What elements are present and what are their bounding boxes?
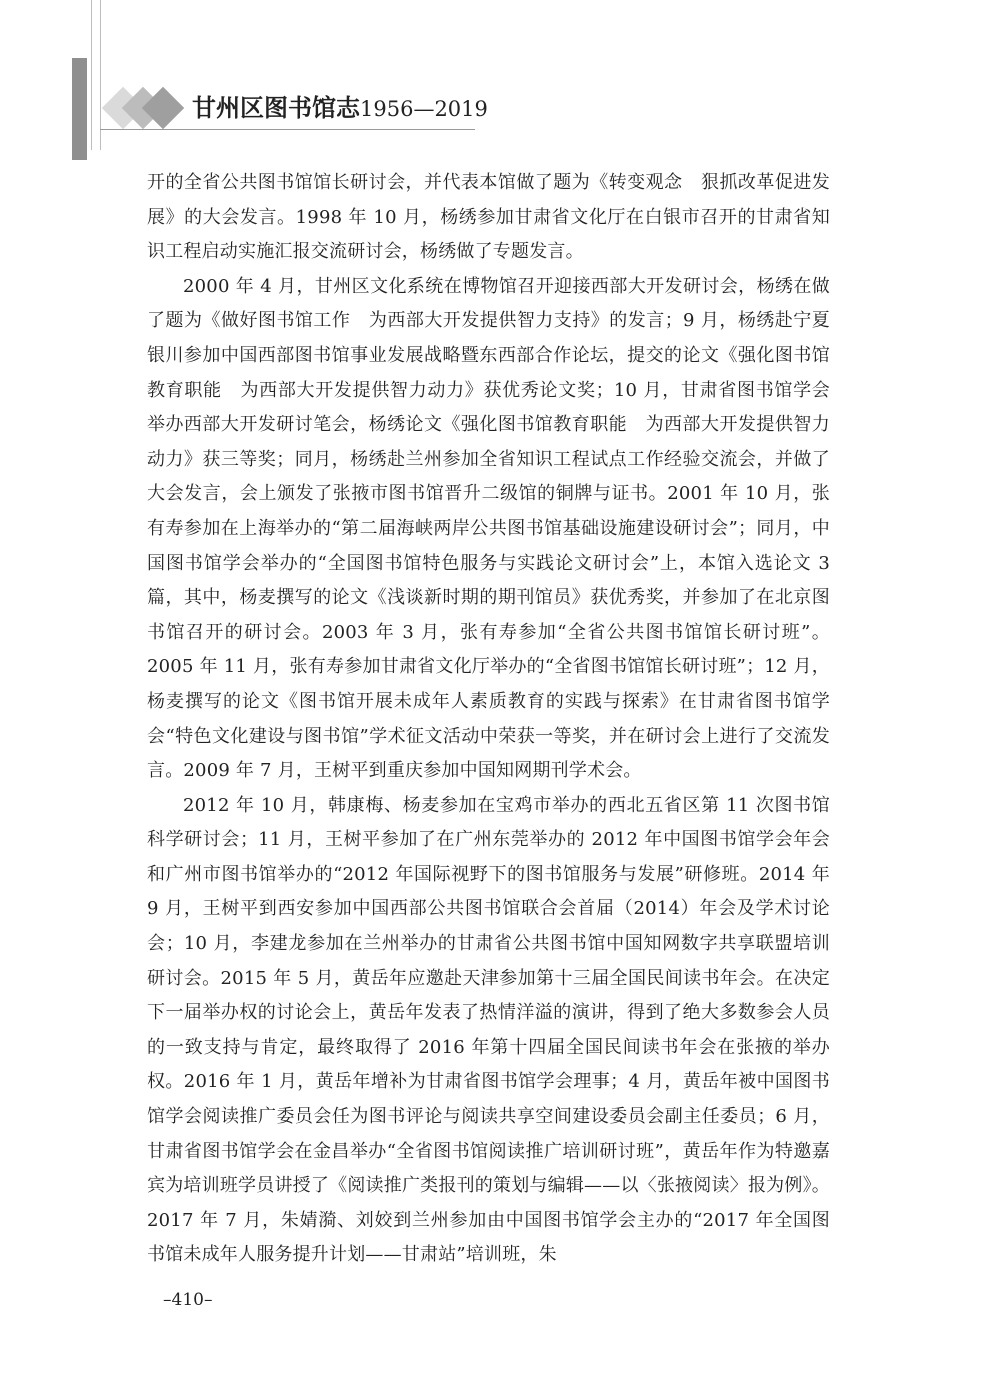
header-underline xyxy=(100,129,475,130)
running-header xyxy=(192,92,488,125)
margin-rule-left xyxy=(91,0,92,150)
paragraph: 2000 年 4 月，甘州区文化系统在博物馆召开迎接西部大开发研讨会，杨绣在做了题为《做好图书馆工作 为西部大开发提供智力支持》的发言；9 月，杨绣赴宁夏银川参加中国西部图书馆事业发展战略暨东西部合作论坛，提交的论文《强化图书馆教育职能 为西部大开发提供智力动力》获优秀论文奖；10 月，甘肃省图书馆学会举办西部大开发研讨笔会，杨绣论文《强化图书馆教育职能 为西部大开发提供智力动力》获三等奖；同月，杨绣赴兰州参加全省知识工程试点工作经验交流会，并做了大会发言，会上颁发了张掖市图书馆晋升二级馆的铜牌与证书。2001 年 10 月，张有寿参加在上海举办的“第二届海峡两岸公共图书馆基础设施建设研讨会”；同月，中国图书馆学会举办的“全国图书馆特色服务与实践论文研讨会”上，本馆入选论文 3 篇，其中，杨麦撰写的论文《浅谈新时期的期刊馆员》获优秀奖，并参加了在北京图书馆召开的研讨会。2003 年 3 月，张有寿参加“全省公共图书馆馆长研讨班”。2005 年 11 月，张有寿参加甘肃省文化厅举办的“全省图书馆馆长研讨班”；12 月，杨麦撰写的论文《图书馆开展未成年人素质教育的实践与探索》在甘肃省图书馆学会“特色文化建设与图书馆”学术征文活动中荣获一等奖，并在研讨会上进行了交流发言。2009 年 7 月，王树平到重庆参加中国知网期刊学术会。 xyxy=(147,275,830,782)
page-number: –410– xyxy=(163,1290,213,1310)
paragraph: 2012 年 10 月，韩康梅、杨麦参加在宝鸡市举办的西北五省区第 11 次图书馆科学研讨会；11 月，王树平参加了在广州东莞举办的 2012 年中国图书馆学会年会和广州市图书馆举办的“2012 年国际视野下的图书馆服务与发展”研修班。2014 年 9 月，王树平到西安参加中国西部公共图书馆联合会首届（2014）年会及学术讨论会；10 月，李建龙参加在兰州举办的甘肃省公共图书馆中国知网数字共享联盟培训研讨会。2015 年 5 月，黄岳年应邀赴天津参加第十三届全国民间读书年会。在决定下一届举办权的讨论会上，黄岳年发表了热情洋溢的演讲，得到了绝大多数参会人员的一致支持与肯定，最终取得了 2016 年第十四届全国民间读书年会在张掖的举办权。2016 年 1 月，黄岳年增补为甘肃省图书馆学会理事；4 月，黄岳年被中国图书馆学会阅读推广委员会任为图书评论与阅读共享空间建设委员会副主任委员；6 月，甘肃省图书馆学会在金昌举办“全省图书馆阅读推广培训研讨班”，黄岳年作为特邀嘉宾为培训班学员讲授了《阅读推广类报刊的策划与编辑——以〈张掖阅读〉报为例》。2017 年 7 月，朱婧漪、刘姣到兰州参加由中国图书馆学会主办的“2017 年全国图书馆未成年人服务提升计划——甘肃站”培训班，朱 xyxy=(147,794,830,1266)
header-side-bar xyxy=(72,58,87,160)
margin-rule-right xyxy=(100,0,101,150)
body-text xyxy=(147,166,830,1273)
book-title: 甘州区图书馆志 xyxy=(192,93,360,122)
paragraph: 开的全省公共图书馆馆长研讨会，并代表本馆做了题为《转变观念 狠抓改革促进发展》的大会发言。1998 年 10 月，杨绣参加甘肃省文化厅在白银市召开的甘肃省知识工程启动实施汇报交流研讨会，杨绣做了专题发言。 xyxy=(147,172,830,263)
book-years: 1956—2019 xyxy=(360,97,488,121)
